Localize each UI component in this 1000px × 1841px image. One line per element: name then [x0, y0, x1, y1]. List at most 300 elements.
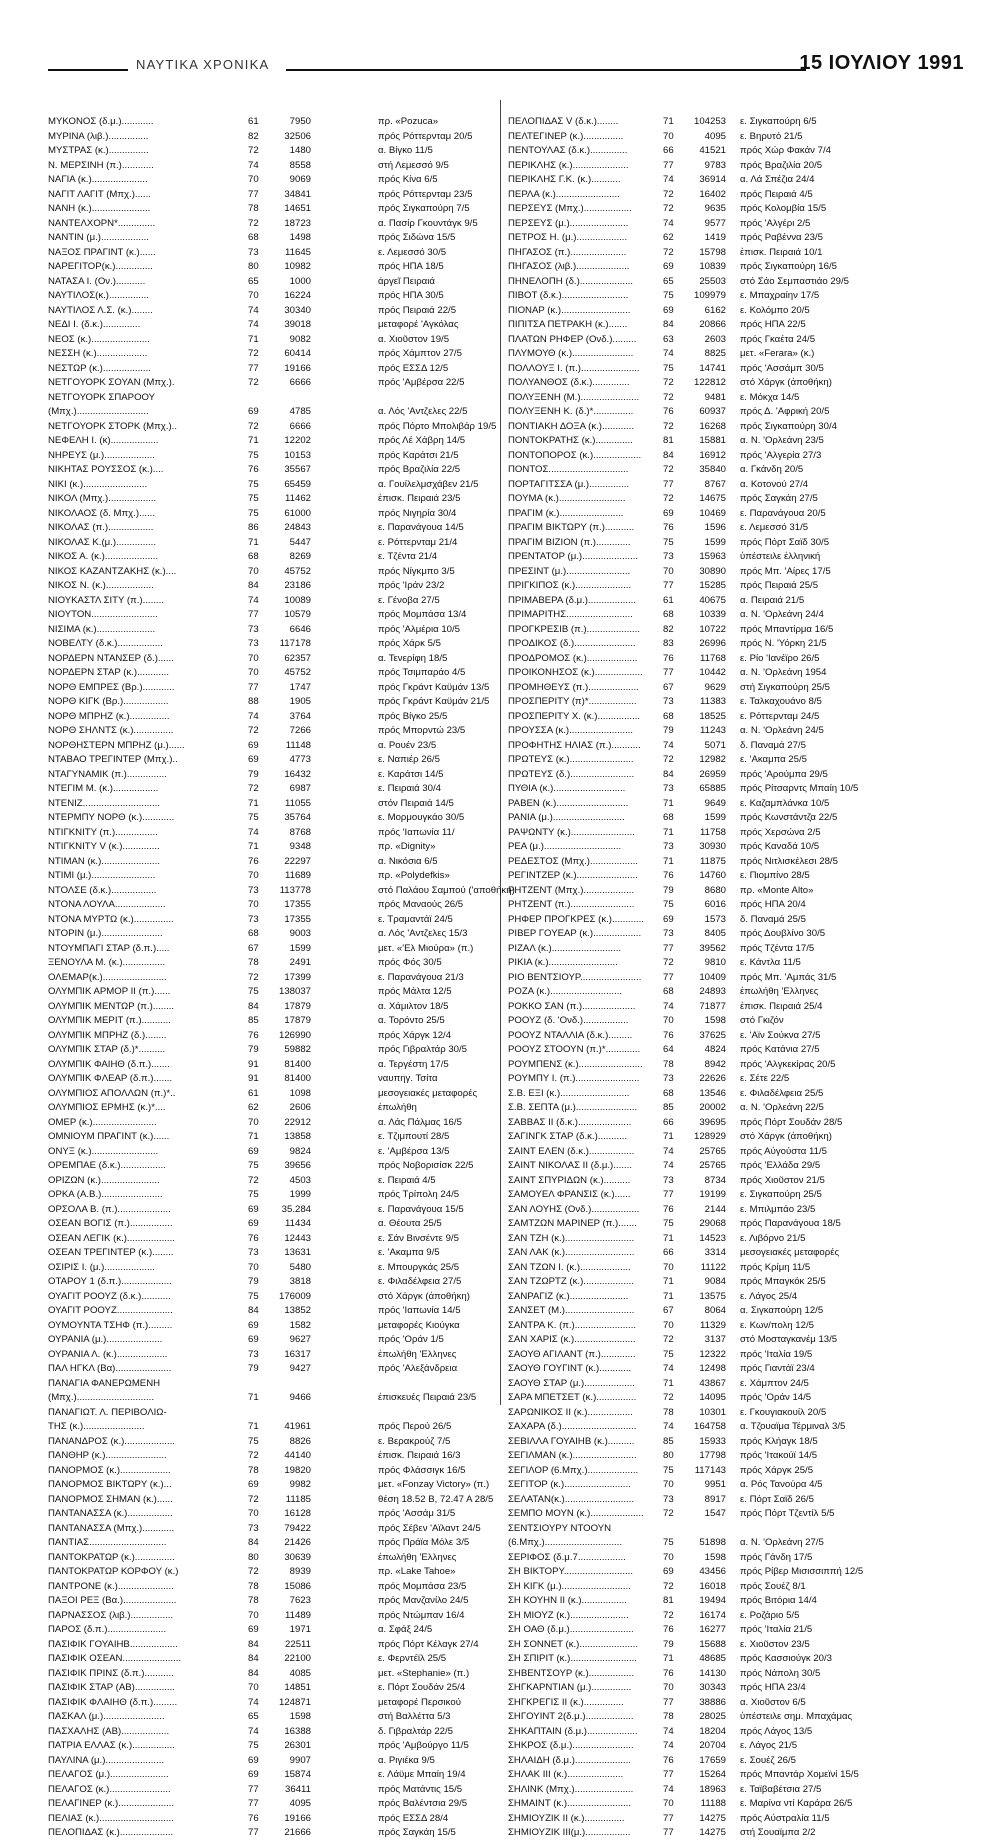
vessel-name: ΣΗ ΣΟΝΝΕΤ (κ.)...................... — [508, 1638, 639, 1650]
vessel-name: (Μπχ.)........................... — [48, 406, 149, 417]
build-year: 74 — [663, 1145, 674, 1157]
tonnage: 4095 — [289, 1798, 311, 1809]
vessel-name: ΠΟΝΤΙΑΚΗ ΔΟΞΑ (κ.)............ — [508, 420, 634, 432]
position-note: ε. Κων/πολη 12/5 — [740, 1319, 814, 1331]
position-note: ε. Πόρτ Σουδάν 25/4 — [378, 1682, 466, 1693]
vessel-name: ΡΟΥΜΠΥ Ι. (π.)........................ — [508, 1073, 640, 1084]
build-year: 74 — [248, 319, 259, 330]
vessel-name: ΡΗΤΖΕΝΤ (π.)........................ — [508, 899, 635, 910]
build-year: 76 — [663, 406, 674, 417]
build-year: 74 — [663, 1740, 674, 1751]
vessel-name: ΝΙΚΟΣ Ν. (κ.).................. — [48, 580, 154, 591]
position-note: πρός Βραζιλία 20/5 — [740, 159, 823, 171]
tonnage: 36411 — [285, 1783, 311, 1795]
build-year: 74 — [248, 159, 259, 171]
build-year: 72 — [663, 493, 674, 504]
tonnage: 17879 — [284, 1015, 311, 1026]
page-header — [48, 50, 964, 80]
vessel-name: ΠΡΩΤΕΥΣ (κ.)........................ — [508, 754, 634, 765]
build-year: 86 — [248, 522, 259, 533]
position-note: πρός Χιοῦστον 21/5 — [740, 1174, 825, 1186]
vessel-name: ΜΥΡΙΝΑ (λιβ.)............... — [48, 130, 149, 142]
build-year: 75 — [248, 1290, 259, 1302]
position-note: πρός ΗΠΑ 20/4 — [740, 899, 806, 910]
build-year: 71 — [248, 333, 259, 345]
build-year: 84 — [248, 1537, 259, 1548]
tonnage: 15798 — [699, 246, 726, 258]
build-year: 75 — [663, 1218, 674, 1229]
position-note: ε. Καζαμπλάνκα 10/5 — [740, 797, 830, 809]
build-year: 71 — [248, 797, 259, 809]
tonnage: 10089 — [284, 594, 311, 606]
vessel-name: ΠΛΑΤΩΝ ΡΗΦΕΡ (Ονδ.)......... — [508, 333, 637, 345]
vessel-name: ΠΑΡΟΣ (δ.π.)...................... — [48, 1624, 167, 1635]
vessel-name: ΝΙΚΙ (κ.)........................ — [48, 478, 148, 490]
position-note: πρός Κλήαγκ 18/5 — [740, 1435, 818, 1447]
tonnage: 8558 — [289, 159, 311, 171]
tonnage: 4085 — [289, 1667, 311, 1679]
position-note: πρός 'Αρούμπα 29/5 — [740, 768, 828, 780]
position-note: α. Χάμιλτον 18/5 — [378, 1000, 449, 1012]
tonnage: 60414 — [284, 348, 311, 359]
tonnage: 4095 — [704, 130, 726, 142]
position-note: πρός Μπ. 'Αίρες 17/5 — [740, 565, 831, 577]
build-year: 75 — [248, 478, 259, 490]
tonnage: 35764 — [284, 812, 311, 823]
tonnage: 37625 — [699, 1029, 726, 1041]
vessel-name: ΡΑΒΕΝ (κ.)........................... — [508, 797, 629, 809]
build-year: 79 — [248, 1276, 259, 1287]
position-note: στό Γκιζόν — [740, 1015, 784, 1026]
build-year: 72 — [663, 391, 674, 403]
vessel-name: ΣΑΡΑ ΜΠΕΤΣΕΤ (κ.)............... — [508, 1392, 637, 1403]
tonnage: 2606 — [289, 1102, 311, 1113]
build-year: 65 — [663, 275, 674, 287]
build-year: 73 — [663, 1073, 674, 1084]
vessel-name: ΣΑΝΣΕΤ (Μ.).......................... — [508, 1305, 635, 1316]
tonnage: 17659 — [699, 1754, 726, 1766]
tonnage: 11383 — [700, 696, 726, 707]
vessel-name: ΝΙΟΥΤΟΝ......................... — [48, 609, 158, 620]
position-note: πρός Βιτόρια 14/4 — [740, 1595, 817, 1606]
position-note: ε. Τζιμπουτί 28/5 — [378, 1131, 450, 1142]
position-note: ἐπισκ. Πειραιά 23/5 — [378, 493, 461, 504]
tonnage: 13575 — [699, 1290, 726, 1302]
vessel-name: ΡΙΟ ΒΕΝΤΣΙΟΥΡ....................... — [508, 971, 642, 983]
tonnage: 3314 — [704, 1247, 726, 1258]
tonnage: 113778 — [279, 884, 311, 896]
vessel-name: ΟΥΑΓΙΤ ΡΟΟΥΖ..................... — [48, 1305, 173, 1316]
vessel-name: ΠΗΓΑΣΟΣ (π.)..................... — [508, 246, 627, 258]
tonnage: 14760 — [699, 870, 726, 881]
tonnage: 4503 — [289, 1174, 311, 1186]
tonnage: 8405 — [704, 928, 726, 939]
build-year: 70 — [248, 870, 259, 881]
position-note: πρός Ραβέννα 23/5 — [740, 232, 823, 243]
tonnage: 9084 — [704, 1276, 726, 1287]
vessel-name: ΟΡΙΖΩΝ (κ.)...................... — [48, 1174, 160, 1186]
build-year: 65 — [248, 275, 259, 287]
tonnage: 16432 — [284, 768, 311, 780]
build-year: 76 — [248, 464, 259, 475]
build-year: 76 — [663, 522, 674, 533]
position-note: πρός Κωνστάντζα 22/5 — [740, 812, 838, 823]
tonnage: 16277 — [699, 1624, 726, 1635]
tonnage: 40675 — [699, 594, 726, 606]
build-year: 78 — [663, 1711, 674, 1722]
build-year: 69 — [663, 913, 674, 925]
vessel-name: ΠΕΡΙΚΛΗΣ (κ.)..................... — [508, 159, 629, 171]
vessel-name: ΟΛΥΜΠΙΚ ΑΡΜΟΡ ΙΙ (π.)...... — [48, 986, 171, 997]
tonnage: 9824 — [289, 1145, 311, 1157]
position-note: ε. Σουέζ 26/5 — [740, 1754, 796, 1766]
tonnage: 3137 — [704, 1334, 726, 1345]
vessel-name: Ν. ΜΕΡΣΙΝΗ (π.)............ — [48, 159, 154, 171]
tonnage: 16018 — [699, 1580, 726, 1592]
position-note: πρός Κατάνια 27/5 — [740, 1044, 820, 1055]
build-year: 75 — [663, 362, 674, 374]
build-year: 84 — [248, 1305, 259, 1316]
build-year: 67 — [663, 1305, 674, 1316]
tonnage: 117178 — [279, 638, 311, 649]
position-note: πρός Γιβραλτάρ 30/5 — [378, 1044, 468, 1055]
vessel-name: ΣΑΜΤΖΩΝ ΜΑΡΙΝΕΡ (π.)....... — [508, 1218, 637, 1229]
position-note: πρός Βαλέντσια 29/5 — [378, 1798, 468, 1809]
tonnage: 9481 — [704, 391, 726, 403]
position-note: α. Βίγκο 11/5 — [378, 145, 433, 156]
vessel-name: ΝΟΒΕΛΤΥ (δ.κ.)................. — [48, 638, 163, 649]
vessel-name: ΡΟΚΚΟ ΣΑΝ (π.).................... — [508, 1000, 636, 1012]
position-note: πρός Πράϊα Μόλε 3/5 — [378, 1537, 470, 1548]
tonnage: 8826 — [289, 1435, 311, 1447]
position-note: πρός Πόρτο Μπολιβάρ 19/5 — [378, 420, 497, 432]
tonnage: 1599 — [289, 942, 311, 954]
build-year: 76 — [248, 1029, 259, 1041]
vessel-name: ΟΛΥΜΠΙΚ ΦΛΕΑΡ (δ.π.)....... — [48, 1073, 173, 1084]
position-note: πρός Περού 26/5 — [378, 1421, 452, 1432]
vessel-name: ΣΗΚΡΟΣ (δ.μ.)....................... — [508, 1740, 634, 1751]
position-note: στή Σουαϊμπα 2/2 — [740, 1827, 816, 1838]
position-note: πρός Τσιμπαράο 4/5 — [378, 667, 466, 678]
build-year: 74 — [663, 1000, 674, 1012]
build-year: 69 — [248, 1769, 259, 1780]
vessel-name: ΣΑΡΩΝΙΚΟΣ ΙΙ (κ.)................. — [508, 1406, 633, 1418]
tonnage: 38886 — [699, 1696, 726, 1708]
position-note: πρός 'Αλμέρια 10/5 — [378, 623, 461, 635]
vessel-name: ΠΡΟΔΙΚΟΣ (δ.)....................... — [508, 638, 636, 649]
build-year: 75 — [663, 1348, 674, 1360]
position-note: α. Γκάνδη 20/5 — [740, 464, 804, 475]
tonnage: 30343 — [699, 1682, 726, 1693]
build-year: 77 — [663, 1189, 674, 1200]
build-year: 72 — [663, 203, 674, 214]
position-note: πρός ΕΣΣΔ 12/5 — [378, 362, 449, 374]
build-year: 72 — [663, 377, 674, 388]
position-note: μετ. «Stephanie» (π.) — [378, 1667, 470, 1679]
tonnage: 2491 — [289, 957, 311, 968]
build-year: 74 — [248, 304, 259, 316]
vessel-name: ΣΑΝ ΛΟΥΗΣ (Ονδ.).................. — [508, 1203, 640, 1215]
vessel-name: ΟΡΣΟΛΑ Β. (π.).................... — [48, 1203, 171, 1215]
build-year: 76 — [663, 870, 674, 881]
vessel-name: ΡΟΟΥΖ ΝΤΑΛΛΙΑ (δ.κ.)......... — [508, 1029, 633, 1041]
position-note: ε. Φιλαδέλφεια 27/5 — [378, 1276, 462, 1287]
build-year: 74 — [663, 1421, 674, 1432]
position-note: πρός Ρόττερνταμ 20/5 — [378, 130, 473, 142]
position-note: ε. Σιγκαπούρη 6/5 — [740, 116, 817, 127]
build-year: 81 — [663, 435, 674, 446]
position-note: μετ. «Fonzay Victory» (π.) — [378, 1479, 490, 1490]
vessel-name: ΝΕΣΤΩΡ (κ.).................. — [48, 362, 151, 374]
position-note: πρός Παρανάγουα 18/5 — [740, 1218, 841, 1229]
vessel-name: ΣΑΙΝΤ ΣΠΥΡΙΔΩΝ (κ.).......... — [508, 1174, 631, 1186]
tonnage: 15688 — [699, 1638, 726, 1650]
vessel-name: ΠΟΝΤΟΠΟΡΟΣ (κ.).................. — [508, 449, 642, 461]
build-year: 70 — [663, 1319, 674, 1331]
position-note: πρός Αὐγούστα 11/5 — [740, 1145, 827, 1157]
build-year: 71 — [248, 1392, 259, 1403]
vessel-name: ΣΑΝ ΤΖΗ (κ.).......................... — [508, 1232, 635, 1244]
tonnage: 1000 — [289, 275, 311, 287]
tonnage: 81400 — [284, 1073, 311, 1084]
vessel-name: ΡΕΓΙΝΤΖΕΡ (κ.)....................... — [508, 870, 638, 881]
vessel-name: ΠΡΕΝΤΑΤΟΡ (μ.)..................... — [508, 551, 639, 562]
tonnage: 30930 — [699, 841, 726, 852]
position-note: πρός Φλάσσιγκ 16/5 — [378, 1464, 466, 1476]
build-year: 74 — [248, 1725, 259, 1737]
header-rule-right — [286, 69, 806, 71]
tonnage: 39562 — [699, 942, 726, 954]
vessel-name: ΝΟΡΔΕΡΝ ΣΤΑΡ (κ.)............ — [48, 667, 170, 678]
position-note: πρός 'Οράν 1/5 — [378, 1334, 444, 1345]
position-note: ε. Παρανάγουα 20/5 — [740, 507, 826, 519]
build-year: 74 — [663, 1725, 674, 1737]
position-note: δ. Παναμά 25/5 — [740, 913, 806, 925]
vessel-name: ΝΤΟΛΣΕ (δ.κ.)................. — [48, 884, 157, 896]
tonnage: 9982 — [289, 1479, 311, 1490]
build-year: 69 — [663, 261, 674, 272]
position-note: πρός Χερσώνα 2/5 — [740, 826, 821, 838]
build-year: 79 — [248, 1363, 259, 1374]
tonnage: 1547 — [704, 1508, 726, 1519]
tonnage: 28025 — [699, 1711, 726, 1722]
vessel-name: ΠΡΟΙΚΟΝΗΣΟΣ (κ.).................. — [508, 667, 643, 678]
tonnage: 19199 — [699, 1189, 726, 1200]
vessel-name: ΟΛΥΜΠΙΚ ΜΕΝΤΩΡ (π.)........ — [48, 1000, 175, 1012]
vessel-name: ΣΗ ΣΠΙΡΙΤ (κ.)......................... — [508, 1653, 637, 1664]
position-note: στό Χάργκ (ἀποθήκη) — [740, 1131, 832, 1142]
position-note: α. Χιοῦστον 6/5 — [740, 1696, 806, 1708]
position-note: στό Χάργκ (ἀποθήκη) — [378, 1290, 470, 1302]
vessel-name: ΝΤΕΝΙΖ............................. — [48, 797, 160, 809]
position-note: ε. 'Αμβέρσα 13/5 — [378, 1145, 450, 1157]
vessel-name: ΠΑΛ ΗΓΚΛ (Βα)..................... — [48, 1363, 172, 1374]
vessel-name: ΠΑΣΙΦΙΚ ΓΟΥΑΙΗΒ.................. — [48, 1638, 178, 1650]
build-year: 75 — [663, 536, 674, 548]
position-note: ἐπισκ. Πειραιά 25/4 — [740, 1000, 823, 1012]
vessel-name: ΣΑΓΙΝΓΚ ΣΤΑΡ (δ.κ.)........... — [508, 1131, 628, 1142]
tonnage: 1480 — [289, 145, 311, 156]
build-year: 72 — [248, 1493, 259, 1505]
vessel-name: ΝΤΕΡΜΠΥ ΝΟΡΘ (κ.)............ — [48, 812, 175, 823]
position-note: άργεῖ Πειραιά — [378, 275, 435, 287]
vessel-name: ΣΗΓΚΡΕΓΙΣ ΙΙ (κ.)............... — [508, 1696, 624, 1708]
vessel-name: ΡΙΚΙΑ (κ.).......................... — [508, 957, 618, 968]
vessel-name: ΠΑΞΟΙ ΡΕΞ (Βα.).................... — [48, 1595, 177, 1606]
vessel-name: ΝΤΟΥΜΠΑΓΙ ΣΤΑΡ (δ.π.)..... — [48, 942, 170, 954]
vessel-name: ΝΑΝΗ (κ.)...................... — [48, 203, 151, 214]
vessel-name: ΣΑΝ ΧΑΡΙΣ (κ.)....................... — [508, 1334, 636, 1345]
vessel-name: ΣΕΡΙΦΟΣ (δ.μ.7.................. — [508, 1551, 626, 1563]
tonnage: 22912 — [284, 1116, 311, 1128]
vessel-name: ΠΑΝΘΗΡ (κ.)....................... — [48, 1450, 167, 1461]
vessel-name: ΠΡΙΓΚΙΠΟΣ (κ.)..................... — [508, 580, 632, 591]
vessel-name: ΠΑΝΤΟΚΡΑΤΩΡ ΚΟΡΦΟΥ (κ.) — [48, 1566, 179, 1577]
position-note: πρός Μπ. 'Αμπάς 31/5 — [740, 971, 837, 983]
tonnage: 26996 — [699, 638, 726, 649]
build-year: 70 — [248, 1116, 259, 1128]
position-note: πρός Ρόττερνταμ 23/5 — [378, 188, 473, 200]
vessel-name: ΠΗΓΑΣΟΣ (λιβ.).................... — [508, 261, 630, 272]
build-year: 70 — [663, 565, 674, 577]
position-note: πρός Αὐστραλία 11/5 — [740, 1812, 830, 1824]
build-year: 70 — [663, 1015, 674, 1026]
vessel-name: ΟΤΑΡΟΥ 1 (δ.π.)................... — [48, 1276, 172, 1287]
build-year: 76 — [663, 1667, 674, 1679]
vessel-name: ΣΑΙΝΤ ΝΙΚΟΛΑΣ ΙΙ (δ.μ.)....... — [508, 1160, 632, 1171]
tonnage: 10722 — [699, 623, 726, 635]
position-note: πρός 'Αμβέρσα 22/5 — [378, 377, 465, 388]
position-note: πρός Κίνα 6/5 — [378, 174, 438, 185]
position-note: πρός Τζέντα 17/5 — [740, 942, 815, 954]
build-year: 70 — [248, 1682, 259, 1693]
vessel-name: ΞΕΝΟΥΛΑ Μ. (κ.)................ — [48, 957, 166, 968]
position-note: ε. Χάμπτον 24/5 — [740, 1377, 809, 1389]
build-year: 80 — [663, 1450, 674, 1461]
build-year: 74 — [663, 217, 674, 229]
vessel-name: ΠΕΛΑΓΟΣ (κ.)....................... — [48, 1783, 171, 1795]
build-year: 72 — [248, 217, 259, 229]
tonnage: 59882 — [284, 1044, 311, 1055]
tonnage: 9810 — [704, 957, 726, 968]
vessel-name: ΟΛΥΜΠΙΚ ΦΑΙΗΘ (δ.π.)....... — [48, 1058, 170, 1070]
build-year: 73 — [248, 1348, 259, 1360]
build-year: 69 — [248, 1334, 259, 1345]
build-year: 76 — [663, 1203, 674, 1215]
position-note: ε. Σάν Βινσέντε 9/5 — [378, 1232, 459, 1244]
tonnage: 20704 — [699, 1740, 726, 1751]
position-note: ὑπέστειλε σημ. Μπαχάμας — [740, 1711, 853, 1722]
vessel-name: ΠΟΛΥΞΕΝΗ (Μ.)...................... — [508, 391, 640, 403]
vessel-name: ΝΙΚΗΤΑΣ ΡΟΥΣΣΟΣ (κ.).... — [48, 464, 164, 475]
tonnage: 3818 — [289, 1276, 311, 1287]
position-note: πρός Κασσιούγκ 20/3 — [740, 1653, 833, 1664]
vessel-name: ΡΑΝΙΑ (μ.)........................... — [508, 812, 625, 823]
position-note: α. Ρός Τανούρα 4/5 — [740, 1479, 823, 1490]
tonnage: 30890 — [699, 565, 726, 577]
position-note: ε. Χιοῦστον 23/5 — [740, 1638, 810, 1650]
build-year: 76 — [248, 855, 259, 867]
vessel-name: ΟΣΕΑΝ ΛΕΓΙΚ (κ.).................. — [48, 1232, 175, 1244]
build-year: 71 — [248, 841, 259, 852]
tonnage: 11243 — [700, 725, 726, 736]
vessel-name: ΣΗ ΒΙΚΤΟΡΥ.......................... — [508, 1566, 634, 1577]
tonnage: 65459 — [284, 478, 311, 490]
vessel-name: ΣΑΙΝΤ ΕΛΕΝ (δ.κ.)................. — [508, 1145, 635, 1157]
build-year: 72 — [663, 464, 674, 475]
vessel-name: ΣΕΓΙΤΟΡ (κ.)......................... — [508, 1479, 631, 1490]
build-year: 68 — [663, 986, 674, 997]
vessel-name: ΣΑΝΤΡΑ Κ. (π.)....................... — [508, 1319, 637, 1331]
position-note: πρός Ν. 'Υόρκη 21/5 — [740, 638, 827, 649]
tonnage: 36914 — [699, 174, 726, 185]
position-note: ε. Λεμεσσό 31/5 — [740, 522, 809, 533]
vessel-name: ΣΗ ΟΑΘ (δ.μ.)........................ — [508, 1624, 634, 1635]
vessel-name: ΝΕΤΓΟΥΟΡΚ ΣΤΟΡΚ (Μπχ.).. — [48, 420, 177, 432]
vessel-name: ΟΥΡΑΝΙΑ Λ. (κ.)................... — [48, 1348, 168, 1360]
tonnage: 11758 — [700, 826, 726, 838]
position-note: ε. Κάντλα 11/5 — [740, 957, 801, 968]
tonnage: 15881 — [699, 435, 726, 446]
vessel-name: ΠΡΟΜΗΘΕΥΣ (π.)................... — [508, 681, 639, 693]
tonnage: 43456 — [699, 1566, 726, 1577]
tonnage: 9783 — [704, 159, 726, 171]
build-year: 77 — [248, 362, 259, 374]
tonnage: 11185 — [285, 1493, 311, 1505]
position-note: ε. Βηρυτό 21/5 — [740, 130, 803, 142]
vessel-name: Σ.Β. ΕΞΙ (κ.).......................... — [508, 1087, 630, 1099]
position-note: στό Παλάου Σαμπού ('αποθήκη) — [378, 884, 515, 896]
build-year: 72 — [248, 348, 259, 359]
build-year: 73 — [248, 884, 259, 896]
position-note: πρός Γιαντάϊ 23/4 — [740, 1363, 815, 1374]
build-year: 69 — [248, 739, 259, 751]
vessel-name: ΠΑΝΑΝΔΡΟΣ (κ.)................... — [48, 1435, 175, 1447]
build-year: 70 — [248, 174, 259, 185]
position-note: ἐπωλήθη 'Ελληνες — [378, 1348, 457, 1360]
build-year: 76 — [663, 1029, 674, 1041]
vessel-name: ΠΑΡΝΑΣΣΟΣ (λιβ.)................ — [48, 1609, 174, 1621]
tonnage: 12322 — [699, 1348, 726, 1360]
position-note: πρός Βραζιλία 22/5 — [378, 464, 461, 475]
build-year: 71 — [663, 1131, 674, 1142]
build-year: 72 — [663, 1609, 674, 1621]
position-note: ε. Γένοβα 27/5 — [378, 594, 440, 606]
vessel-name: ΠΕΛΙΑΣ (κ.)............................ — [48, 1812, 174, 1824]
vessel-name: ΡΕΑ (μ.)............................. — [508, 841, 622, 852]
position-note: α. Ν. 'Ορλεάνη 1954 — [740, 667, 827, 678]
position-note: πρ. «Dignity» — [378, 841, 436, 852]
tonnage: 19166 — [284, 1812, 311, 1824]
vessel-name: ΝΤΙΜΑΝ (κ.)...................... — [48, 855, 160, 867]
vessel-name: ΝΑΓΙΑ (κ.)..................... — [48, 174, 148, 185]
header-rule-left — [48, 69, 128, 71]
tonnage: 104253 — [693, 116, 726, 127]
build-year: 76 — [663, 1624, 674, 1635]
position-note: πρός Ρίτσαρντς Μπαίη 10/5 — [740, 783, 859, 794]
tonnage: 15264 — [699, 1769, 726, 1780]
tonnage: 39656 — [284, 1160, 311, 1171]
build-year: 75 — [248, 986, 259, 997]
vessel-name: ΠΑΝΤΡΟΝΕ (κ.)..................... — [48, 1580, 174, 1592]
position-note: πρός Σαγκάη 27/5 — [740, 493, 818, 504]
vessel-name: ΝΑΡΕΓΙΤΟΡ(κ.).............. — [48, 261, 153, 272]
tonnage: 11329 — [700, 1319, 726, 1331]
tonnage: 11689 — [285, 870, 311, 881]
vessel-name: ΠΕΤΡΟΣ Η. (μ.)................... — [508, 232, 628, 243]
position-note: πρός 'Ελλάδα 29/5 — [740, 1160, 821, 1171]
build-year: 71 — [248, 1131, 259, 1142]
